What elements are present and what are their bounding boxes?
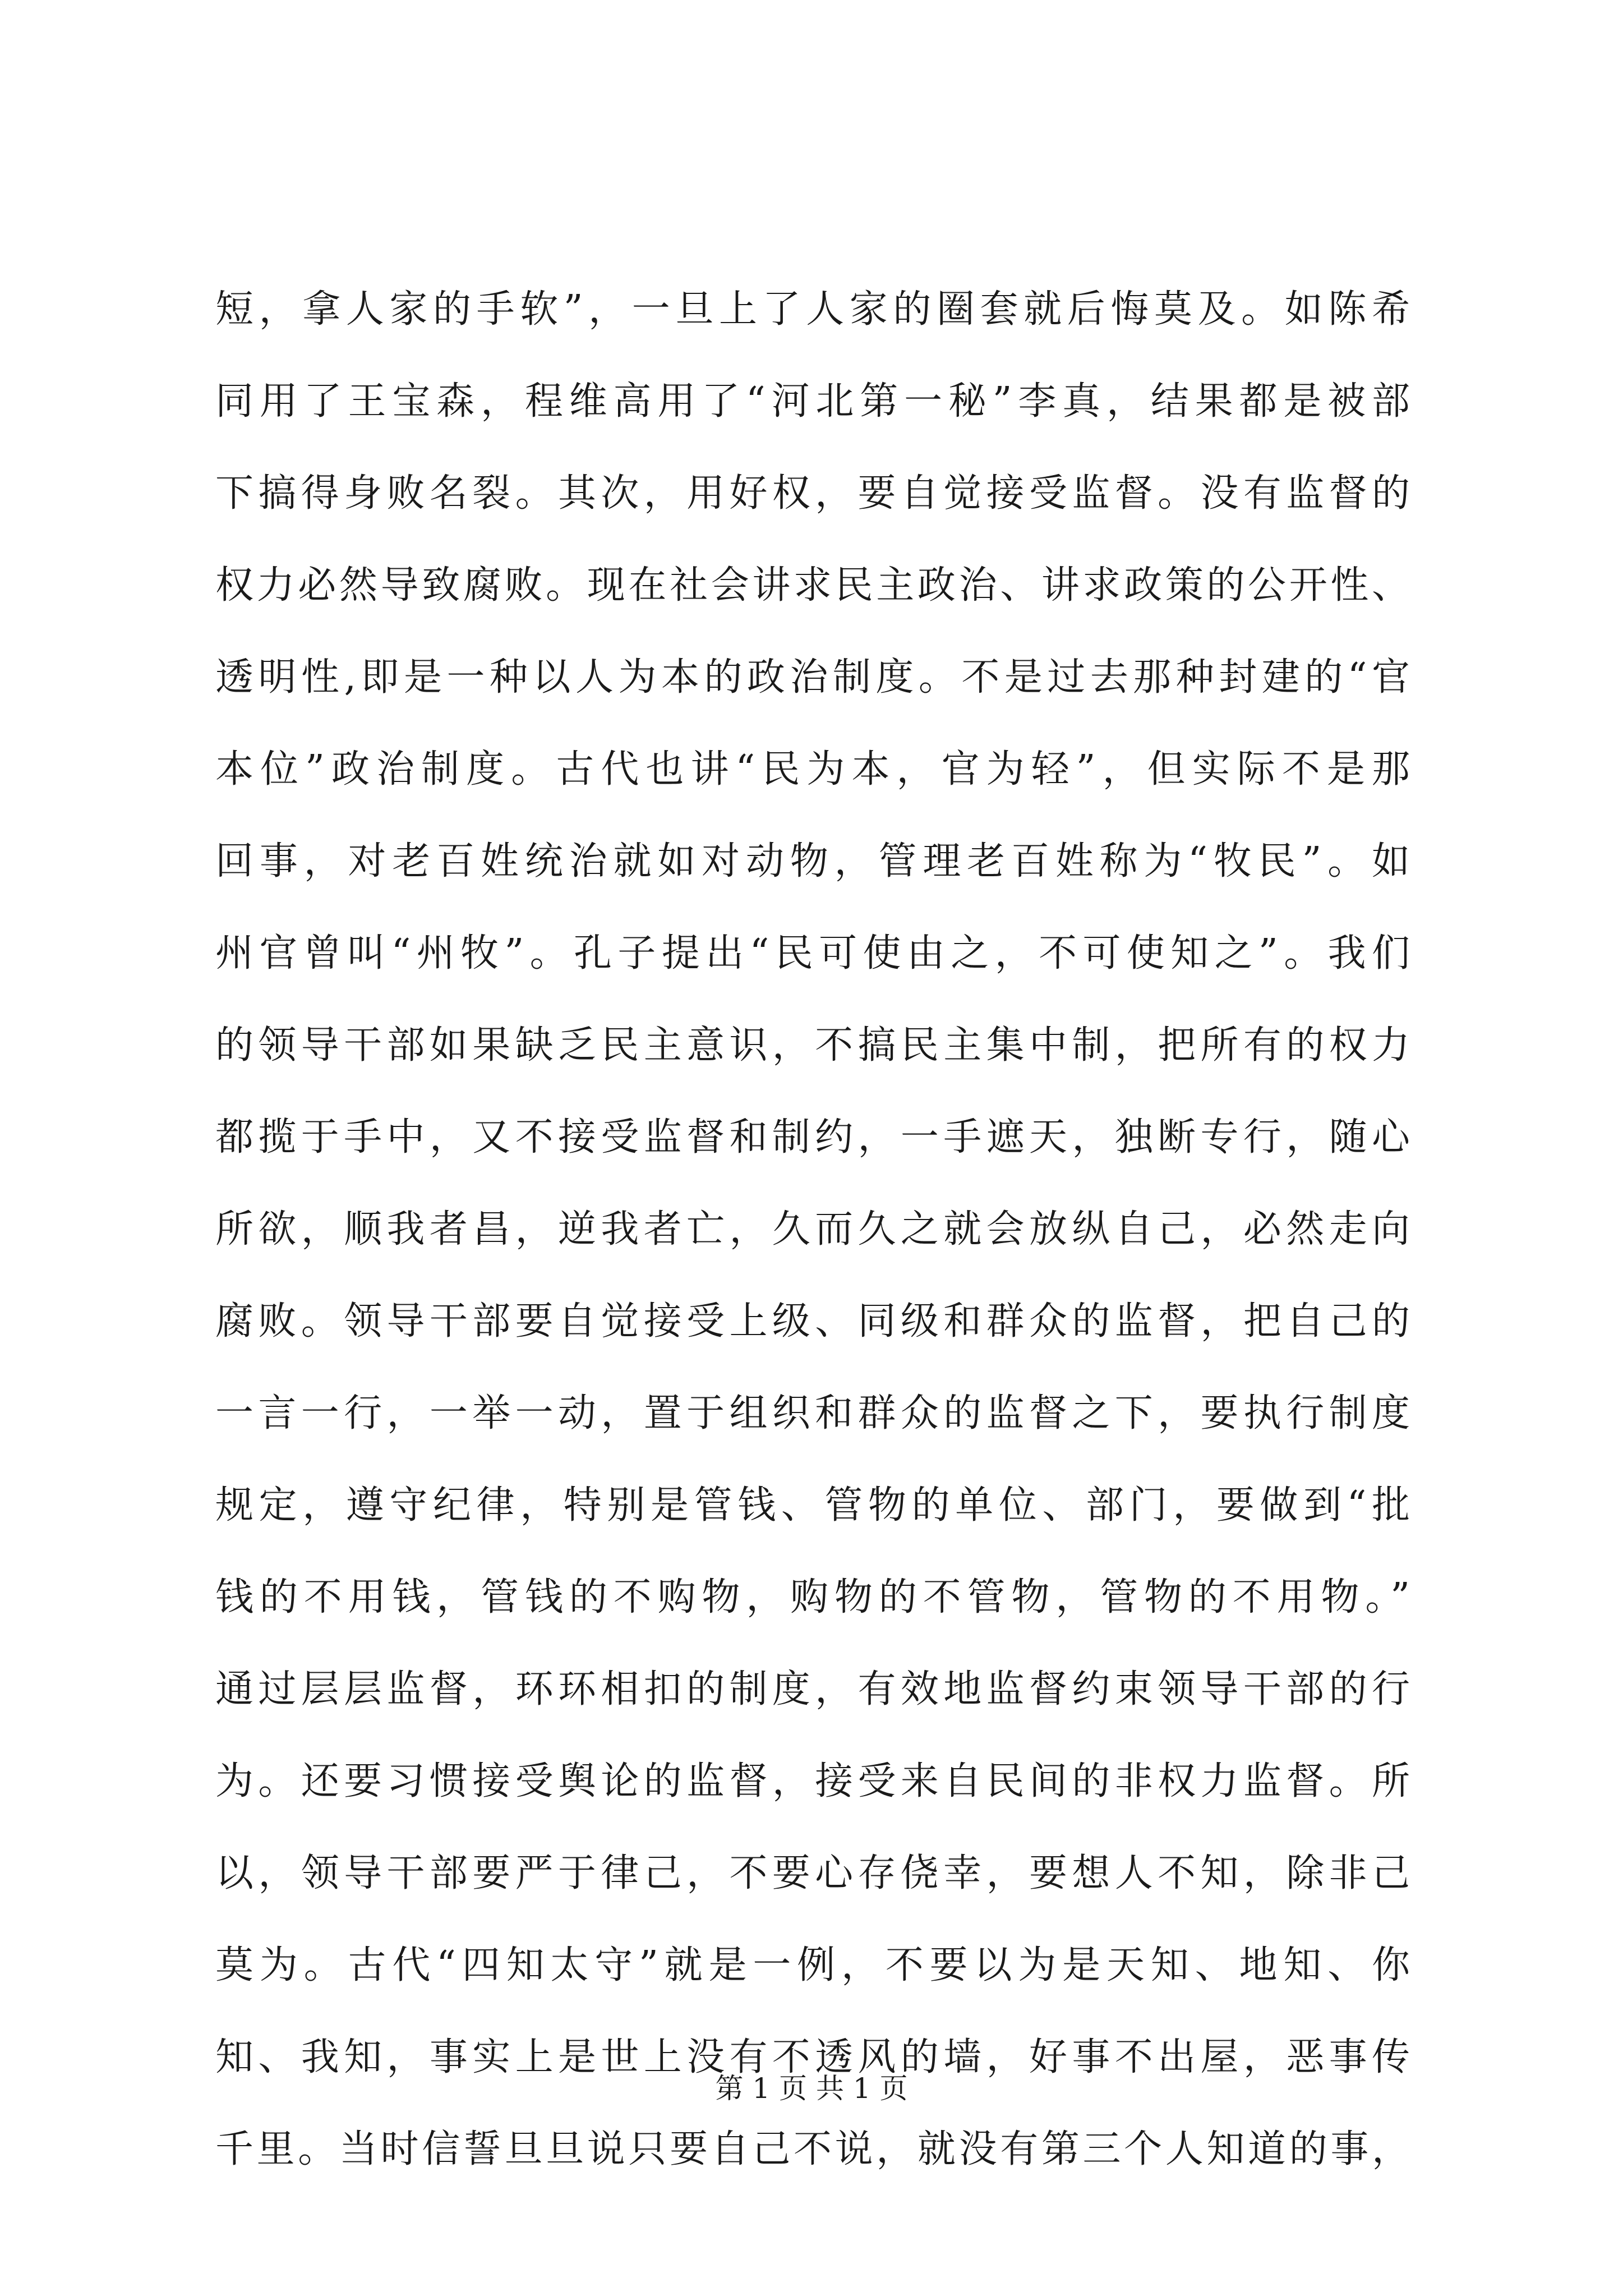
- text-line: 回事，对老百姓统治就如对动物，管理老百姓称为“牧民”。如: [215, 839, 1410, 884]
- text-line: 短，拿人家的手软”，一旦上了人家的圈套就后悔莫及。如陈希: [215, 287, 1410, 332]
- text-line: 所欲，顺我者昌，逆我者亡，久而久之就会放纵自己，必然走向: [215, 1207, 1410, 1251]
- text-line: 一言一行，一举一动，置于组织和群众的监督之下，要执行制度: [215, 1391, 1410, 1435]
- page-footer: 第 1 页 共 1 页: [715, 2072, 908, 2105]
- text-line: 本位”政治制度。古代也讲“民为本，官为轻”，但实际不是那: [215, 747, 1410, 792]
- text-line: 千里。当时信誓旦旦说只要自己不说，就没有第三个人知道的事，: [215, 2127, 1410, 2171]
- text-line: 以，领导干部要严于律己，不要心存侥幸，要想人不知，除非己: [215, 1851, 1410, 1895]
- text-line: 腐败。领导干部要自觉接受上级、同级和群众的监督，把自己的: [215, 1299, 1410, 1343]
- body-text: [215, 264, 1410, 2196]
- text-line: 钱的不用钱，管钱的不购物，购物的不管物，管物的不用物。”: [215, 1575, 1410, 1619]
- text-line: 为。还要习惯接受舆论的监督，接受来自民间的非权力监督。所: [215, 1759, 1410, 1803]
- text-line: 透明性,即是一种以人为本的政治制度。不是过去那种封建的“官: [215, 655, 1410, 700]
- text-line: 通过层层监督，环环相扣的制度，有效地监督约束领导干部的行: [215, 1667, 1410, 1711]
- text-line: 州官曾叫“州牧”。孔子提出“民可使由之，不可使知之”。我们: [215, 931, 1410, 976]
- text-line: 都揽于手中，又不接受监督和制约，一手遮天，独断专行，随心: [215, 1115, 1410, 1159]
- text-line: 的领导干部如果缺乏民主意识，不搞民主集中制，把所有的权力: [215, 1023, 1410, 1068]
- text-line: 下搞得身败名裂。其次，用好权，要自觉接受监督。没有监督的: [215, 471, 1410, 516]
- text-line: 规定，遵守纪律，特别是管钱、管物的单位、部门，要做到“批: [215, 1483, 1410, 1527]
- text-line: 同用了王宝森，程维高用了“河北第一秘”李真，结果都是被部: [215, 379, 1410, 424]
- text-line: 权力必然导致腐败。现在社会讲求民主政治、讲求政策的公开性、: [215, 563, 1410, 608]
- text-line: 莫为。古代“四知太守”就是一例，不要以为是天知、地知、你: [215, 1943, 1410, 1987]
- text-line: 知、我知，事实上是世上没有不透风的墙，好事不出屋，恶事传: [215, 2035, 1410, 2079]
